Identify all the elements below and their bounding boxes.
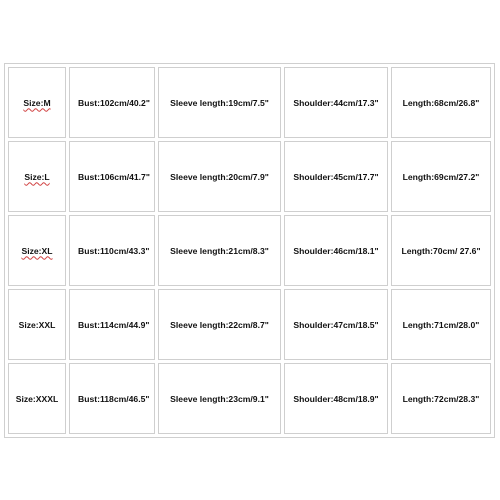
bust-cell: Bust:102cm/40.2": [69, 67, 155, 138]
table-row: [8, 363, 491, 434]
size-label: Size:XL: [21, 245, 53, 256]
length-cell: Length:70cm/ 27.6": [391, 215, 491, 286]
table-row: [8, 67, 491, 138]
table-row: [8, 289, 491, 360]
bust-cell: Bust:114cm/44.9": [69, 289, 155, 360]
length-cell: Length:69cm/27.2": [391, 141, 491, 212]
table-row: [8, 215, 491, 286]
sleeve-length-cell: Sleeve length:23cm/9.1": [158, 363, 281, 434]
bust-cell: Bust:110cm/43.3": [69, 215, 155, 286]
size-label: Size:L: [24, 171, 50, 182]
sleeve-length-cell: Sleeve length:19cm/7.5": [158, 67, 281, 138]
shoulder-cell: Shoulder:46cm/18.1": [284, 215, 388, 286]
shoulder-cell: Shoulder:48cm/18.9": [284, 363, 388, 434]
length-cell: Length:72cm/28.3": [391, 363, 491, 434]
length-cell: Length:71cm/28.0": [391, 289, 491, 360]
size-cell: Size:XXXL: [8, 363, 66, 434]
bust-cell: Bust:106cm/41.7": [69, 141, 155, 212]
shoulder-cell: Shoulder:47cm/18.5": [284, 289, 388, 360]
sleeve-length-cell: Sleeve length:20cm/7.9": [158, 141, 281, 212]
bust-cell: Bust:118cm/46.5": [69, 363, 155, 434]
shoulder-cell: Shoulder:44cm/17.3": [284, 67, 388, 138]
size-label: Size:M: [23, 97, 51, 108]
size-cell: [8, 141, 66, 212]
size-cell: Size:XXL: [8, 289, 66, 360]
sleeve-length-cell: Sleeve length:22cm/8.7": [158, 289, 281, 360]
sleeve-length-cell: Sleeve length:21cm/8.3": [158, 215, 281, 286]
length-cell: Length:68cm/26.8": [391, 67, 491, 138]
size-chart-table: [4, 63, 495, 438]
shoulder-cell: Shoulder:45cm/17.7": [284, 141, 388, 212]
table-row: [8, 141, 491, 212]
size-cell: [8, 215, 66, 286]
size-cell: [8, 67, 66, 138]
